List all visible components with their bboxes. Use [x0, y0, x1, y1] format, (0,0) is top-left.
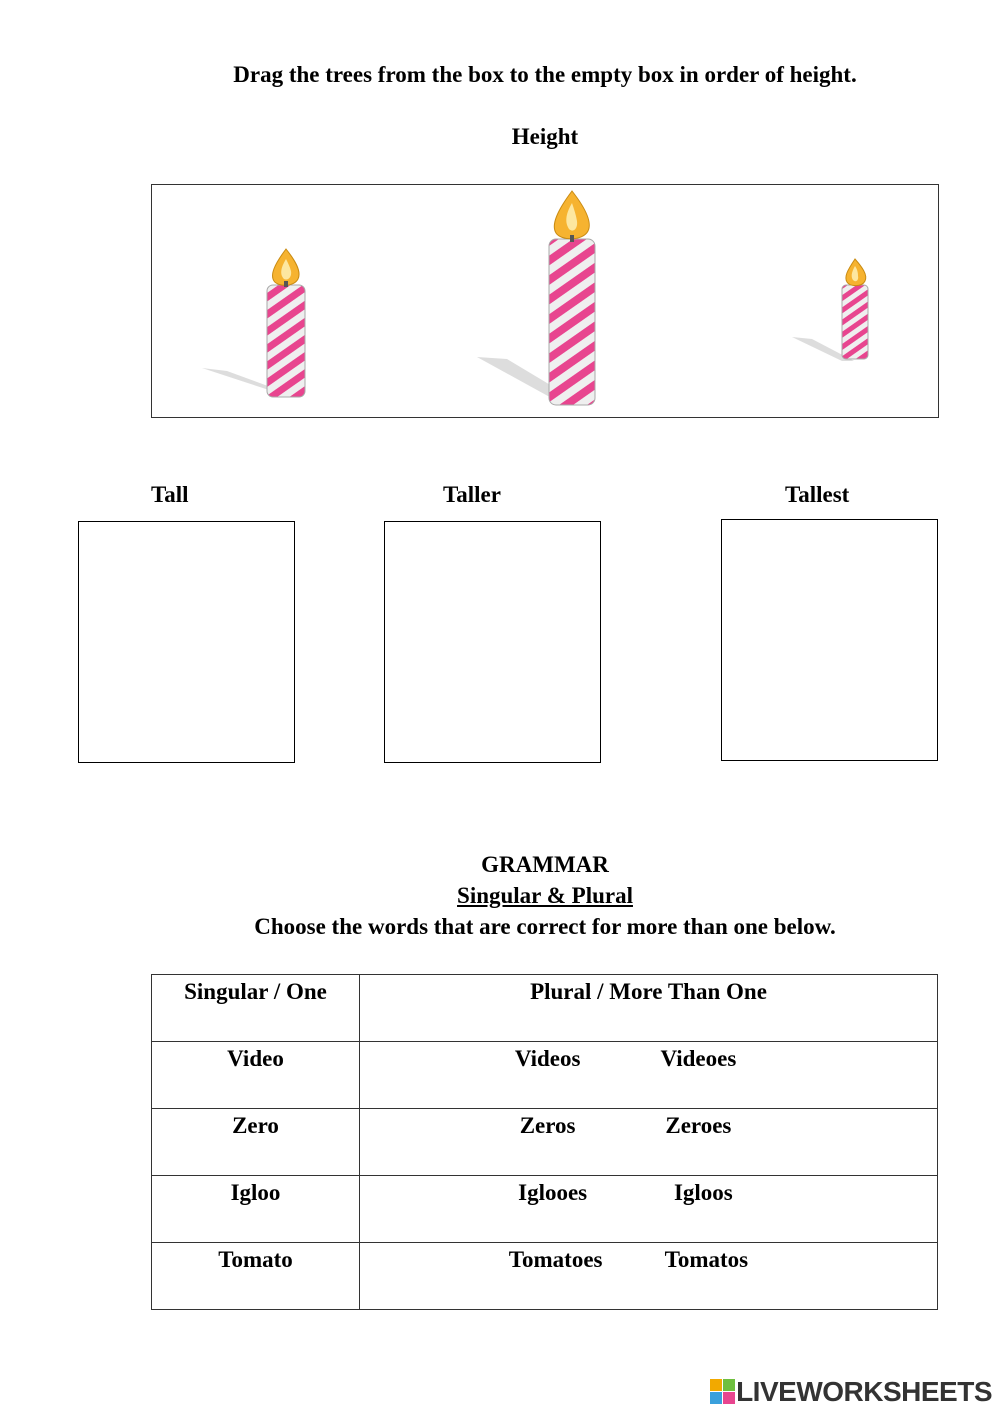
grammar-subtitle-text: Singular & Plural — [457, 883, 633, 908]
singular-word: Igloo — [152, 1176, 360, 1243]
plural-options — [360, 1243, 938, 1310]
singular-word: Video — [152, 1042, 360, 1109]
plural-options — [360, 1042, 938, 1109]
candle-source-box — [151, 184, 939, 418]
grammar-title: GRAMMAR — [481, 852, 609, 877]
table-row — [152, 1243, 938, 1310]
table-row — [152, 1042, 938, 1109]
plural-option[interactable]: Videoes — [660, 1046, 737, 1071]
logo-blocks-icon — [710, 1379, 736, 1405]
tallest-candle[interactable] — [477, 189, 607, 411]
plural-options — [360, 1176, 938, 1243]
singular-plural-table — [151, 974, 938, 1310]
section-heading-height: Height — [511, 124, 579, 149]
grammar-subtitle — [0, 883, 1000, 909]
plural-option[interactable]: Zeros — [519, 1113, 576, 1138]
singular-word: Zero — [152, 1109, 360, 1176]
table-row — [152, 1176, 938, 1243]
plural-option[interactable]: Tomatos — [664, 1247, 749, 1272]
drop-slot-taller[interactable] — [384, 521, 601, 763]
plural-options — [360, 1109, 938, 1176]
table-row — [152, 1109, 938, 1176]
table-header-row — [152, 975, 938, 1042]
drop-slot-tallest[interactable] — [721, 519, 938, 761]
grammar-instruction: Choose the words that are correct for more than one below. — [254, 914, 836, 939]
slot-label-taller: Taller — [443, 482, 501, 507]
instruction-text: Drag the trees from the box to the empty box in order of height. — [233, 62, 857, 87]
slot-label-tallest: Tallest — [785, 482, 850, 507]
header-singular: Singular / One — [152, 975, 360, 1042]
plural-option[interactable]: Zeroes — [665, 1113, 732, 1138]
medium-candle[interactable] — [192, 243, 322, 403]
slot-label-tall: Tall — [151, 482, 189, 507]
logo-text: LIVEWORKSHEETS — [736, 1376, 992, 1407]
plural-option[interactable]: Igloos — [673, 1180, 733, 1205]
singular-word: Tomato — [152, 1243, 360, 1310]
plural-option[interactable]: Tomatoes — [508, 1247, 603, 1272]
plural-option[interactable]: Videos — [514, 1046, 581, 1071]
header-plural: Plural / More Than One — [360, 975, 938, 1042]
plural-option[interactable]: Iglooes — [518, 1180, 588, 1205]
liveworksheets-logo — [710, 1377, 992, 1407]
short-candle[interactable] — [792, 257, 882, 367]
drop-slot-tall[interactable] — [78, 521, 295, 763]
